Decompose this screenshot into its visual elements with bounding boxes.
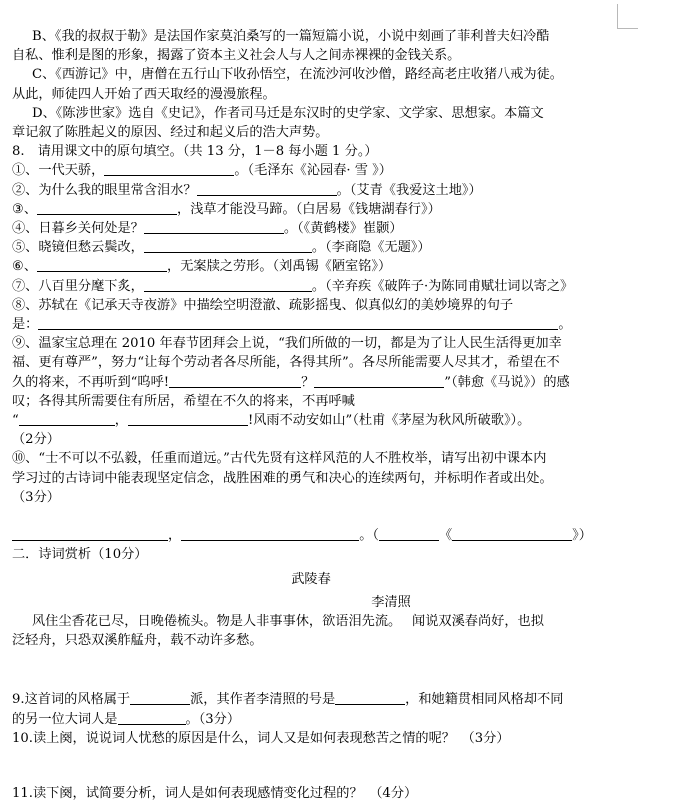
q8-item-4-prefix: ④、日暮乡关何处是？ bbox=[12, 221, 144, 237]
q9-text-c: ，和她籍贯相同风格却不同 bbox=[405, 692, 564, 708]
q8-item-2-suffix: 。（艾青《我爱这土地》） bbox=[336, 182, 482, 198]
answer-blank[interactable] bbox=[314, 373, 444, 388]
q9-text-b: 派，其作者李清照的号是 bbox=[190, 692, 336, 708]
answer-blank[interactable] bbox=[37, 257, 167, 272]
option-c-line1: C、《西游记》中，唐僧在五行山下收孙悟空，在流沙河收沙僧，路经高老庄收猪八戒为徒。 bbox=[32, 67, 563, 83]
q9-text-d: 的另一位大词人是 bbox=[12, 711, 118, 727]
option-b-line2: 自私、惟利是图的形象，揭露了资本主义社会人与人之间赤裸裸的金钱关系。 bbox=[12, 48, 461, 64]
answer-blank[interactable] bbox=[181, 526, 359, 541]
q8-item-8-line1: ⑧、苏轼在《记承天寺夜游》中描绘空明澄澈、疏影摇曳、似真似幻的美妙境界的句子 bbox=[12, 297, 514, 313]
answer-blank[interactable] bbox=[19, 411, 115, 426]
q8-item-9-text-c: ”（韩愈《马说》）的感 bbox=[444, 374, 570, 390]
q8-item-6-prefix: ⑥、 bbox=[12, 259, 38, 275]
q8-item-9-line4: 叹；各得其所需要住有所居，希望在不久的将来，不再呼喊 bbox=[12, 393, 355, 409]
q11-text: 11.读下阕，试简要分析，词人是如何表现感情变化过程的？ （4分） bbox=[12, 785, 418, 801]
q8-item-8-line2 bbox=[12, 315, 680, 334]
q8-item-10-comma: ， bbox=[168, 528, 182, 544]
source-blank[interactable] bbox=[452, 526, 572, 541]
q8-item-9-line5 bbox=[12, 411, 680, 430]
q8-item-7 bbox=[12, 277, 680, 296]
q8-item-9-line2: 福、更有尊严”，努力“让每个劳动者各尽所能，各得其所”。各尽所能需要人尽其才，希望在不 bbox=[12, 355, 560, 371]
option-b-line1: B、《我的叔叔于勒》是法国作家莫泊桑写的一篇短篇小说，小说中刻画了菲利普夫妇冷酷 bbox=[32, 29, 550, 44]
q8-item-9-text-b: ？ bbox=[301, 374, 315, 390]
q8-item-1-prefix: ①、一代天骄， bbox=[12, 163, 105, 179]
q8-title: 8. 请用课文中的原句填空。（共 13 分，1－8 每小题 1 分。） bbox=[12, 144, 378, 160]
q9-line2 bbox=[12, 710, 680, 729]
option-d-line1: D、《陈涉世家》选自《史记》，作者司马迁是东汉时的史学家、文学家、思想家。本篇文 bbox=[32, 105, 544, 121]
answer-blank[interactable] bbox=[12, 526, 168, 541]
answer-blank[interactable] bbox=[128, 411, 248, 426]
answer-blank[interactable] bbox=[144, 277, 312, 292]
answer-blank[interactable] bbox=[144, 238, 312, 253]
option-d-line2: 章记叙了陈胜起义的原因、经过和起义后的浩大声势。 bbox=[12, 125, 329, 141]
q8-item-5 bbox=[12, 238, 680, 257]
q9-text-e: 。（3分） bbox=[185, 711, 241, 727]
q8-item-6 bbox=[12, 257, 680, 276]
q8-item-9-tail: !风雨不动安如山”（杜甫《茅屋为秋风所破歌》）。 bbox=[247, 413, 531, 429]
part2-heading: 二．诗词赏析（10分） bbox=[12, 547, 148, 563]
q8-item-5-prefix: ⑤、晓镜但愁云鬓改， bbox=[12, 240, 144, 256]
answer-blank[interactable] bbox=[118, 710, 186, 725]
q8-item-9-quote-open: “ bbox=[12, 413, 19, 429]
answer-blank[interactable] bbox=[144, 219, 284, 234]
answer-blank[interactable] bbox=[37, 200, 177, 215]
poem-line-1: 风住尘香花已尽，日晚倦梳头。物是人非事事休，欲语泪先流。 闻说双溪春尚好，也拟 bbox=[32, 613, 544, 629]
poem-author: 李清照 bbox=[371, 594, 411, 610]
q8-item-10-line1: ⑩、“士不可以不弘毅，任重而道远。”古代先贤有这样风范的人不胜枚举，请写出初中课本内 bbox=[12, 451, 547, 467]
page-corner-mark bbox=[617, 4, 638, 29]
q8-item-1-suffix: 。（毛泽东《沁园春· 雪 》） bbox=[234, 163, 392, 179]
answer-blank[interactable] bbox=[104, 161, 234, 176]
q8-item-7-suffix: 。（辛弃疾《破阵子·为陈同甫赋壮词以寄之》 bbox=[311, 278, 574, 294]
answer-blank[interactable] bbox=[38, 315, 558, 330]
q9-text-a: 9.这首词的风格属于 bbox=[12, 692, 131, 708]
q8-item-9-line1: ⑨、温家宝总理在 2010 年春节团拜会上说，“我们所做的一切，都是为了让人民生活得更加幸 bbox=[12, 336, 562, 352]
q8-item-3-prefix: ③、 bbox=[12, 201, 38, 217]
poem-line-2: 泛轻舟，只恐双溪舴艋舟，载不动许多愁。 bbox=[12, 633, 263, 649]
q8-item-4-suffix: 。（《黄鹤楼》崔颢） bbox=[283, 221, 403, 237]
exam-document bbox=[12, 27, 680, 803]
option-c-line2: 从此，师徒四人开始了西天取经的漫漫旅程。 bbox=[12, 86, 276, 102]
q8-item-2-prefix: ②、为什么我的眼里常含泪水？ bbox=[12, 182, 197, 198]
q8-item-10-answer-line bbox=[12, 526, 680, 545]
q8-item-1 bbox=[12, 161, 680, 180]
q9-line1 bbox=[12, 690, 680, 709]
q8-item-9-line3 bbox=[12, 373, 680, 392]
q8-item-3-suffix: ，浅草才能没马蹄。（白居易《钱塘湖春行》） bbox=[177, 201, 441, 217]
q8-item-9-score: （2分） bbox=[12, 432, 60, 448]
q8-item-8-prefix: 是： bbox=[12, 317, 39, 333]
answer-blank[interactable] bbox=[169, 373, 301, 388]
answer-blank[interactable] bbox=[197, 181, 337, 196]
q8-item-7-prefix: ⑦、八百里分麾下炙， bbox=[12, 278, 144, 294]
poem-title: 武陵春 bbox=[291, 572, 331, 588]
answer-blank[interactable] bbox=[335, 690, 405, 705]
q8-item-8-suffix: 。 bbox=[558, 317, 572, 333]
q8-item-10-score: （3分） bbox=[12, 489, 60, 505]
spacer bbox=[12, 507, 680, 526]
answer-blank[interactable] bbox=[130, 690, 190, 705]
spacer bbox=[12, 748, 680, 784]
q8-item-9-text-a: 久的将来，不再听到“呜呼! bbox=[12, 374, 170, 390]
q8-item-9-comma: ， bbox=[114, 413, 128, 429]
q8-item-10-book-open: 《 bbox=[438, 528, 453, 544]
q8-item-10-line2: 学习过的古诗词中能表现坚定信念，战胜困难的勇气和决心的连续两句，并标明作者或出处。 bbox=[12, 470, 553, 486]
q8-item-10-open: 。（ bbox=[359, 528, 379, 544]
q8-item-2 bbox=[12, 181, 680, 200]
q8-item-6-suffix: ，无案牍之劳形。（刘禹锡《陋室铭》） bbox=[167, 259, 392, 275]
q8-item-4 bbox=[12, 219, 680, 238]
q8-item-3 bbox=[12, 200, 680, 219]
spacer bbox=[12, 650, 680, 690]
q10-text: 10.读上阕，说说词人忧愁的原因是什么，词人又是如何表现愁苦之情的呢？ （3分） bbox=[12, 730, 510, 746]
q8-item-10-close: 》） bbox=[572, 528, 592, 544]
author-blank[interactable] bbox=[379, 526, 439, 541]
q8-item-5-suffix: 。（李商隐《无题》） bbox=[311, 240, 431, 256]
